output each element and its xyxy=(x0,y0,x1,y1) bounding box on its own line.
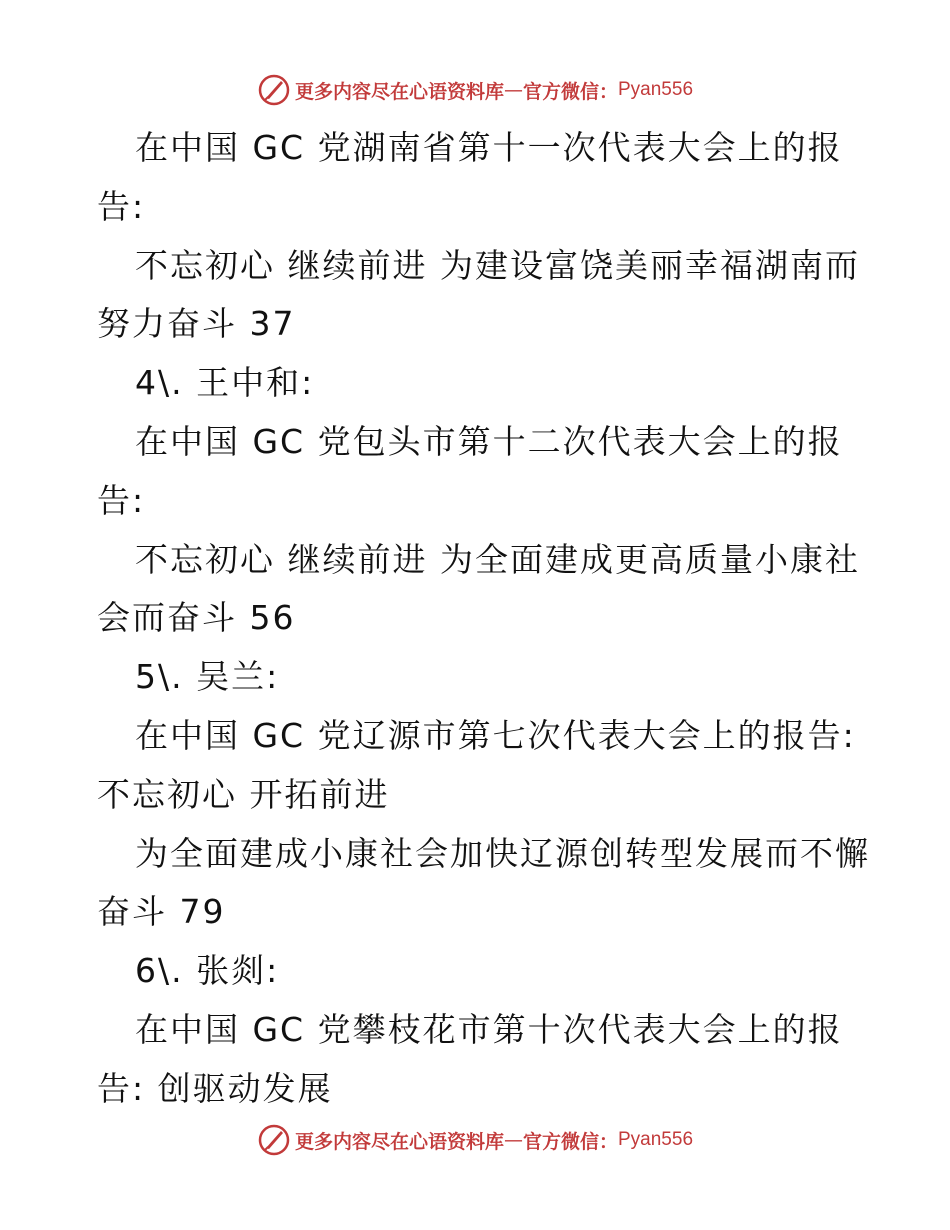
quill-logo-icon xyxy=(257,73,291,107)
watermark-label: 官方微信： xyxy=(522,1130,618,1153)
text-line: 在中国 GC 党包头市第十二次代表大会上的报 xyxy=(135,421,843,461)
text-line: 为全面建成小康社会加快辽源创转型发展而不懈 xyxy=(135,833,870,873)
watermark-label: 官方微信： xyxy=(522,80,618,103)
text-line: 不忘初心 开拓前进 xyxy=(97,774,390,814)
watermark-id: Pyan556 xyxy=(618,1129,694,1150)
text-line: 告: 创驱动发展 xyxy=(97,1068,333,1108)
watermark-dash: — xyxy=(503,79,523,101)
text-line: 会而奋斗 56 xyxy=(97,598,296,638)
text-line: 在中国 GC 党攀枝花市第十次代表大会上的报 xyxy=(135,1009,843,1049)
text-line: 努力奋斗 37 xyxy=(97,304,296,344)
text-line: 4\. 王中和: xyxy=(135,363,315,403)
watermark-text: 更多内容尽在心语资料库 xyxy=(294,80,504,103)
text-line: 不忘初心 继续前进 为建设富饶美丽幸福湖南而 xyxy=(135,245,860,285)
text-line: 不忘初心 继续前进 为全面建成更高质量小康社 xyxy=(135,539,860,579)
text-line: 奋斗 79 xyxy=(97,892,226,932)
text-line: 告: xyxy=(97,186,146,226)
watermark-id: Pyan556 xyxy=(618,79,694,100)
watermark-text: 更多内容尽在心语资料库 xyxy=(294,1130,504,1153)
watermark-dash: — xyxy=(503,1129,523,1151)
text-line: 告: xyxy=(97,480,146,520)
footer-watermark xyxy=(0,1118,950,1162)
quill-logo-icon xyxy=(257,1123,291,1157)
text-line: 6\. 张剡: xyxy=(135,951,280,991)
text-line: 5\. 吴兰: xyxy=(135,657,280,697)
document-body xyxy=(97,122,877,1122)
text-line: 在中国 GC 党湖南省第十一次代表大会上的报 xyxy=(135,128,843,167)
text-line: 在中国 GC 党辽源市第七次代表大会上的报告: xyxy=(135,715,856,755)
header-watermark xyxy=(0,68,950,112)
